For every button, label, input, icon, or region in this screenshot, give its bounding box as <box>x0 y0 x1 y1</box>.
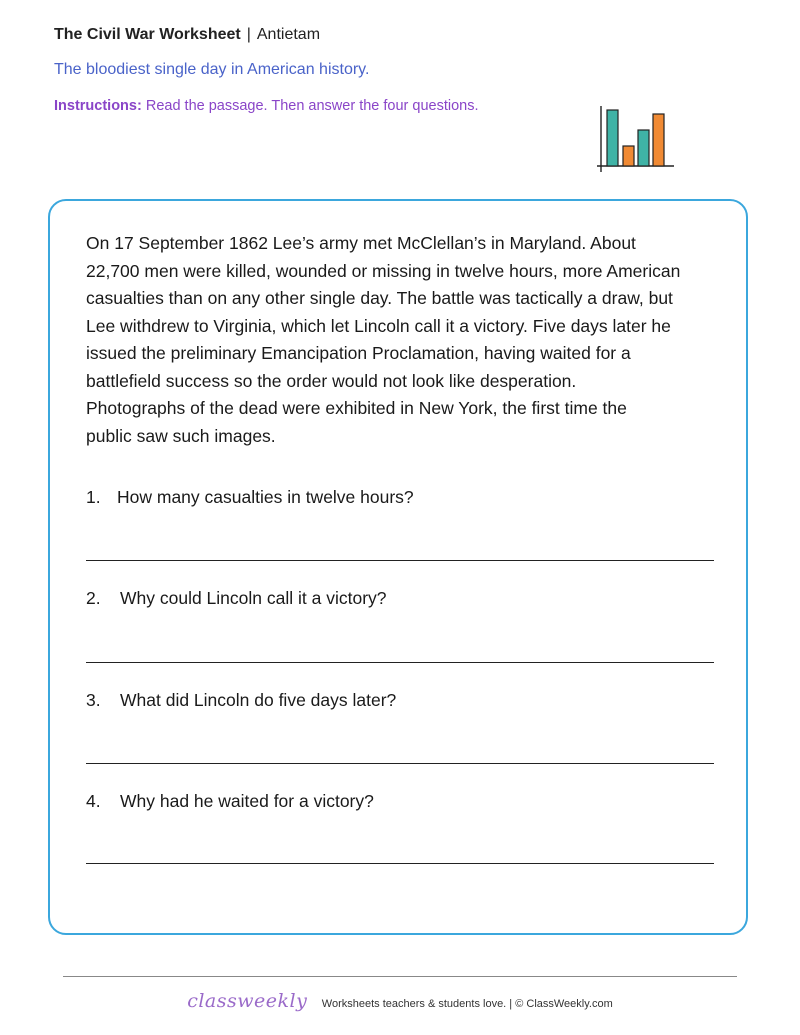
chart-icon-bar-teal-2 <box>638 130 649 166</box>
reading-passage <box>86 230 718 450</box>
bar-chart-icon <box>594 100 678 174</box>
question-number: 1. <box>86 487 101 507</box>
question-3 <box>86 690 396 711</box>
chart-icon-bar-orange-1 <box>623 146 634 166</box>
question-4 <box>86 791 374 812</box>
brand-logo: classweekly <box>187 990 308 1012</box>
passage-line: public saw such images. <box>86 425 276 446</box>
passage-line: On 17 September 1862 Lee’s army met McClellan’s in Maryland. About <box>86 233 636 253</box>
passage-line: Photographs of the dead were exhibited in New York, the first time the <box>86 398 627 418</box>
instructions-label: Instructions: <box>54 98 142 114</box>
footer <box>0 990 800 1012</box>
worksheet-subtitle: The bloodiest single day in American history. <box>54 61 370 78</box>
instructions-text: Read the passage. Then answer the four questions. <box>145 98 479 114</box>
passage-line: issued the preliminary Emancipation Proclamation, having waited for a <box>86 343 631 363</box>
worksheet-topic: Antietam <box>256 26 321 43</box>
chart-icon-bar-orange-2 <box>653 114 664 166</box>
header-separator: | <box>246 26 251 43</box>
worksheet-header <box>54 26 320 44</box>
footer-tagline: Worksheets teachers & students love. | © ClassWeekly.com <box>321 998 613 1010</box>
answer-line-4[interactable] <box>86 863 714 864</box>
passage-line: Lee withdrew to Virginia, which let Lincoln call it a victory. Five days later he <box>86 315 671 336</box>
passage-line: casualties than on any other single day. The battle was tactically a draw, but <box>86 288 673 308</box>
question-1 <box>86 487 414 508</box>
worksheet-title: The Civil War Worksheet <box>54 26 241 43</box>
question-number: 4. <box>86 791 101 811</box>
question-text: What did Lincoln do five days later? <box>120 690 397 710</box>
question-text: Why had he waited for a victory? <box>120 791 374 811</box>
answer-line-2[interactable] <box>86 662 714 663</box>
answer-line-3[interactable] <box>86 763 714 764</box>
question-2 <box>86 588 387 609</box>
passage-line: 22,700 men were killed, wounded or missing in twelve hours, more American <box>86 260 681 281</box>
question-text: Why could Lincoln call it a victory? <box>120 588 387 608</box>
question-number: 3. <box>86 690 101 710</box>
answer-line-1[interactable] <box>86 560 714 561</box>
question-text: How many casualties in twelve hours? <box>117 487 414 507</box>
footer-divider <box>63 976 737 977</box>
passage-line: battlefield success so the order would not look like desperation. <box>86 370 577 391</box>
instructions <box>54 98 479 114</box>
question-number: 2. <box>86 588 101 608</box>
chart-icon-bar-teal-1 <box>607 110 618 166</box>
